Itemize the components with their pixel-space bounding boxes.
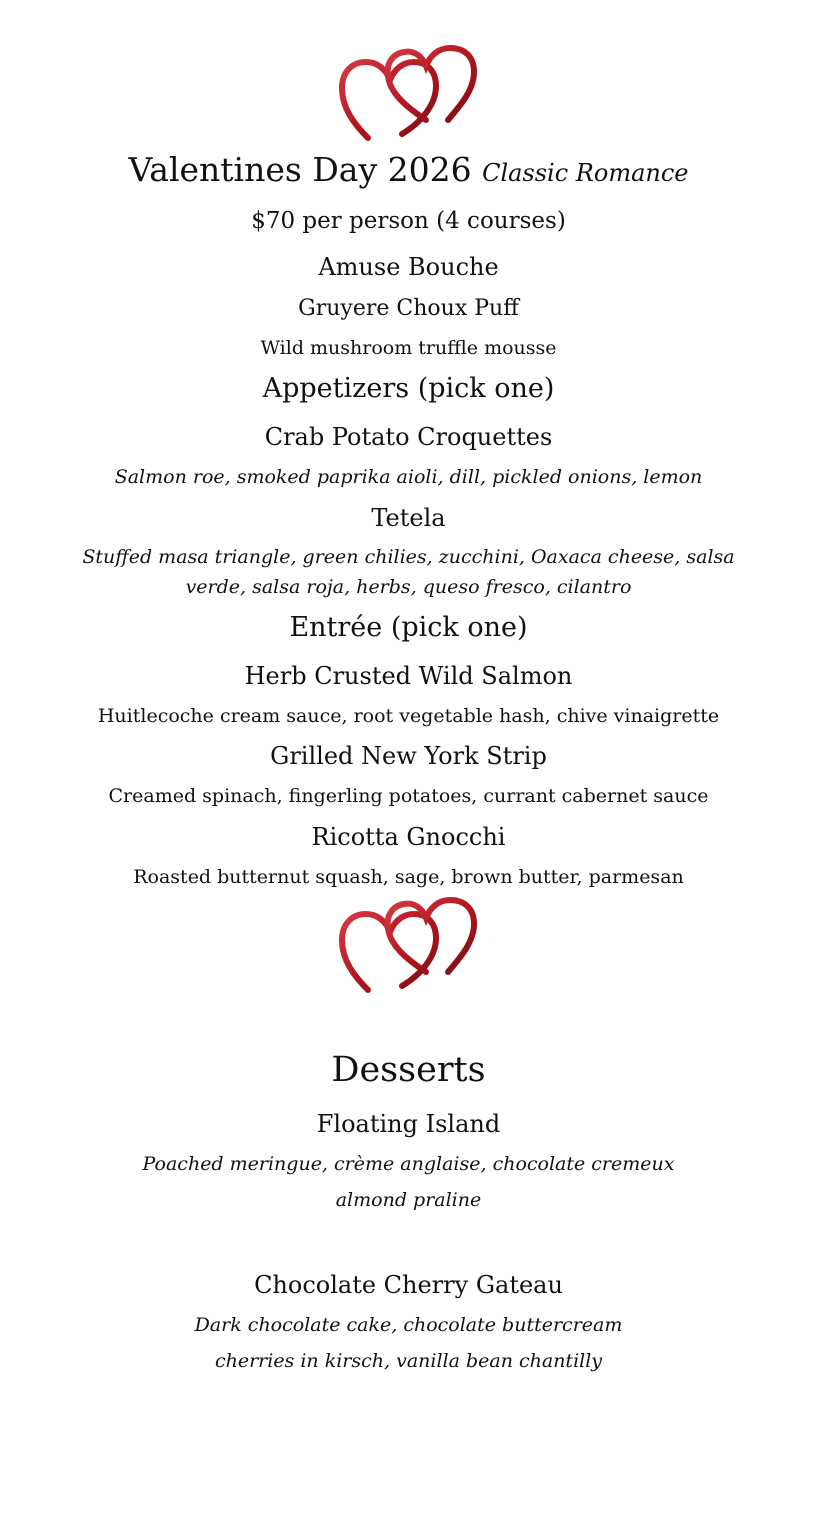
entree-desc: Roasted butternut squash, sage, brown butter, parmesan xyxy=(133,866,684,888)
desserts-heading: Desserts xyxy=(331,1050,486,1090)
amuse-desc: Wild mushroom truffle mousse xyxy=(260,337,557,359)
dessert-name: Chocolate Cherry Gateau xyxy=(254,1271,563,1299)
intertwined-hearts-icon xyxy=(336,896,481,996)
appetizer-name: Crab Potato Croquettes xyxy=(264,423,553,451)
entree-desc: Creamed spinach, fingerling potatoes, currant cabernet sauce xyxy=(108,785,709,807)
dessert-desc: cherries in kirsch, vanilla bean chantilly xyxy=(214,1350,603,1372)
entree-desc: Huitlecoche cream sauce, root vegetable hash, chive vinaigrette xyxy=(97,705,720,727)
appetizer-desc: Salmon roe, smoked paprika aioli, dill, pickled onions, lemon xyxy=(114,466,703,488)
dessert-desc: Poached meringue, crème anglaise, chocolate cremeux xyxy=(142,1153,675,1175)
price-line: $70 per person (4 courses) xyxy=(251,208,566,234)
appetizer-desc: verde, salsa roja, herbs, queso fresco, cilantro xyxy=(185,576,632,598)
entree-name: Grilled New York Strip xyxy=(270,742,547,770)
menu-title xyxy=(0,150,817,189)
entree-name: Herb Crusted Wild Salmon xyxy=(244,662,573,690)
appetizer-desc: Stuffed masa triangle, green chilies, zucchini, Oaxaca cheese, salsa xyxy=(82,546,735,568)
appetizers-heading: Appetizers (pick one) xyxy=(262,373,555,404)
title-text: Valentines Day 2026 xyxy=(128,150,472,189)
amuse-heading: Amuse Bouche xyxy=(318,253,499,281)
dessert-desc: almond praline xyxy=(335,1189,482,1211)
title-subtitle: Classic Romance xyxy=(482,159,689,187)
dessert-name: Floating Island xyxy=(316,1110,501,1138)
intertwined-hearts-icon xyxy=(336,44,481,144)
amuse-dish: Gruyere Choux Puff xyxy=(298,296,519,321)
dessert-desc: Dark chocolate cake, chocolate buttercream xyxy=(194,1314,623,1336)
entree-name: Ricotta Gnocchi xyxy=(311,823,506,851)
appetizer-name: Tetela xyxy=(371,504,446,532)
entree-heading: Entrée (pick one) xyxy=(289,612,528,643)
